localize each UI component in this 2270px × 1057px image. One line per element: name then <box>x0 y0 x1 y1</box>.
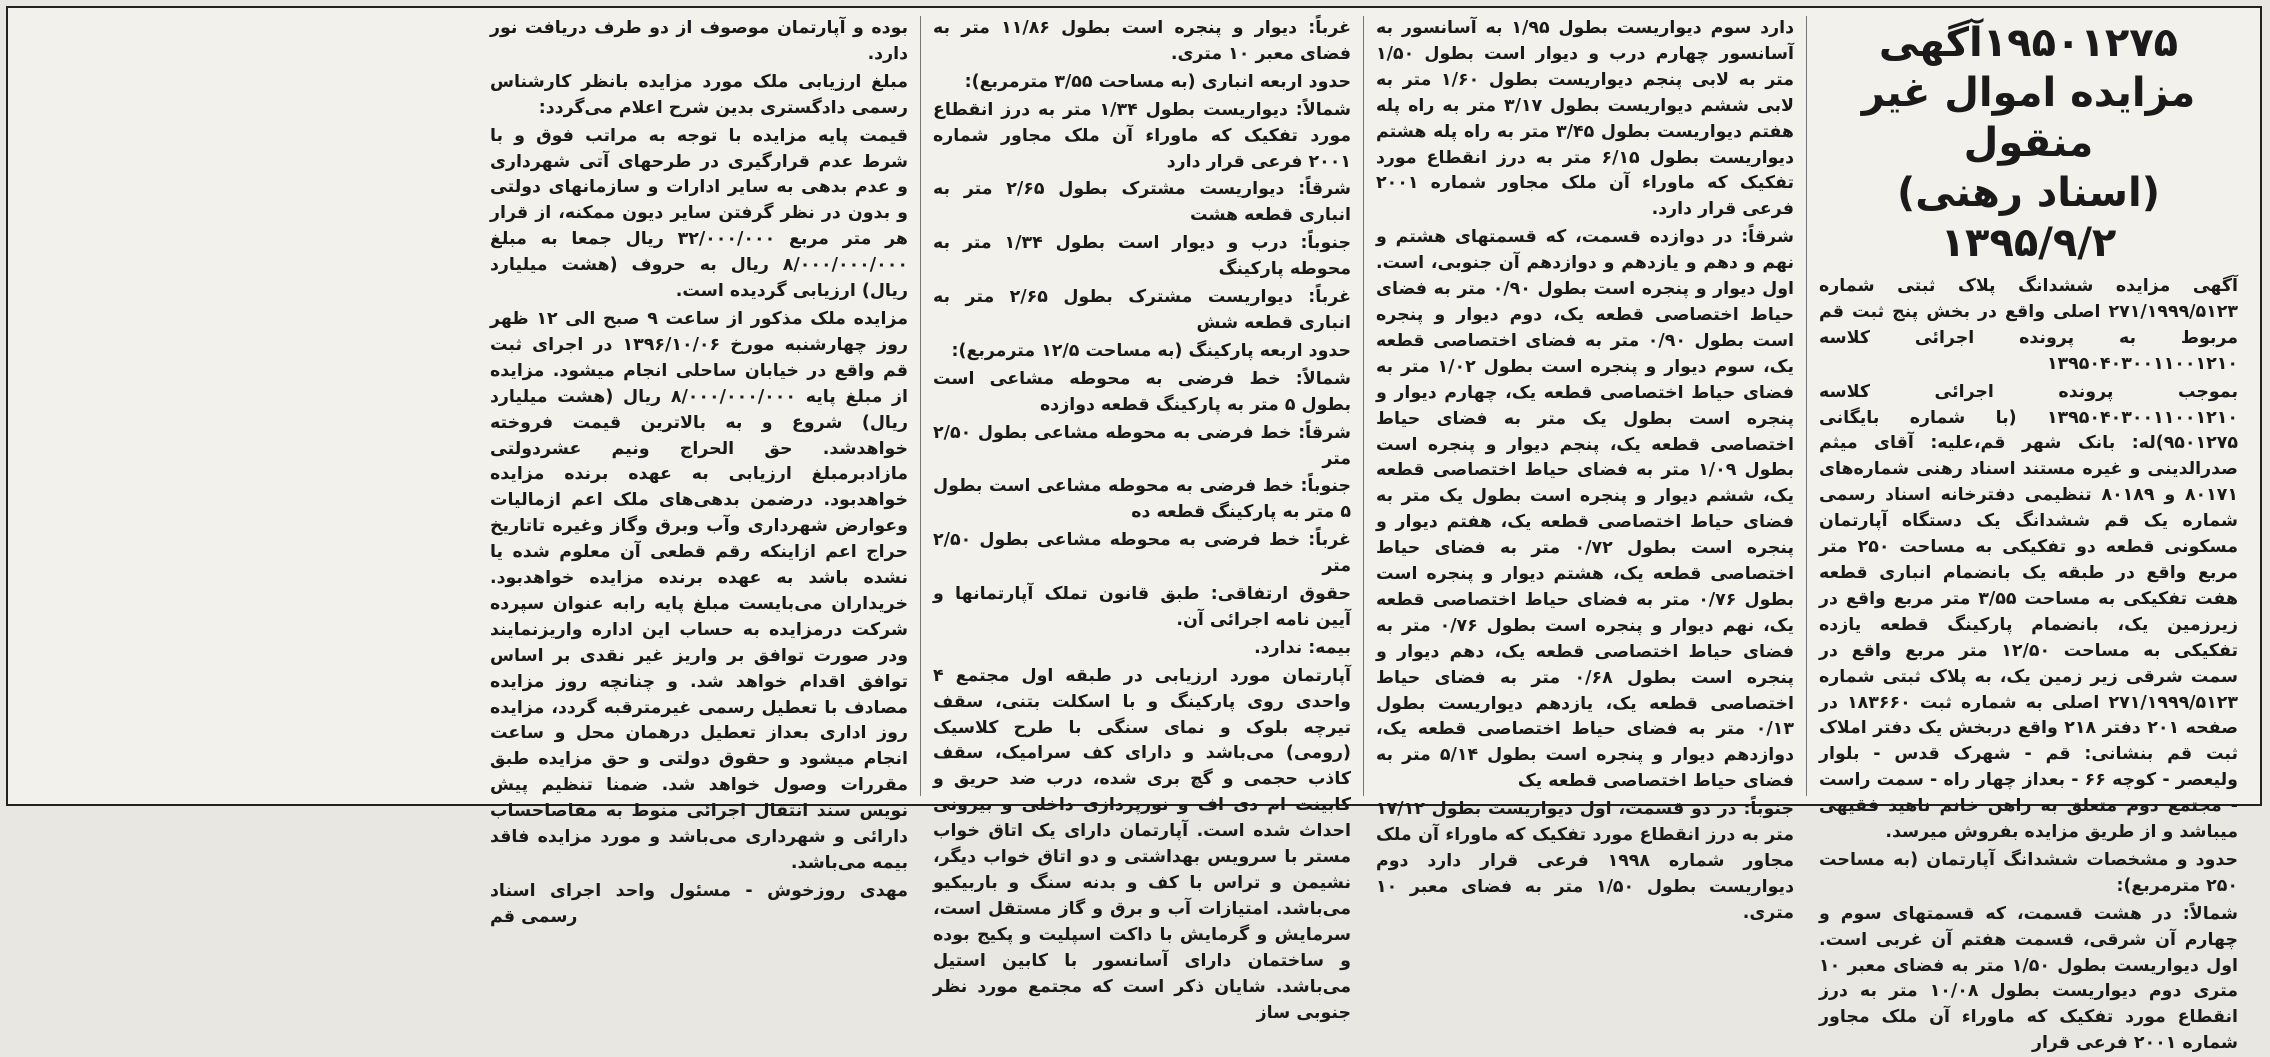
paragraph: شرقاً: خط فرضی به محوطه مشاعی بطول ۲/۵۰ متر <box>933 422 1351 469</box>
paragraph: شرقاً: در دوازده قسمت، که قسمتهای هشتم و نهم و دهم و یازدهم و دوازدهم آن جنوبی، است. اول دیوار و پنجره است بطول ۰/۹۰ متر به فضای حیاط اختصاصی قطعه یک، دوم دیوار و پنجره است بطول ۰/۹۰ متر به فضای اختصاصی قطعه یک، سوم دیوار و پنجره است بطول ۱/۰۲ متر به فضای حیاط اختصاصی قطعه یک، چهارم دیوار و پنجره است بطول یک متر به فضای حیاط اختصاصی قطعه یک، پنجم دیوار و پنجره است بطول ۱/۰۹ متر به فضای حیاط اختصاصی قطعه یک، ششم دیوار و پنجره است بطول یک متر به فضای حیاط اختصاصی قطعه یک، هفتم دیوار و پنجره است بطول ۰/۷۲ متر به فضای حیاط اختصاصی قطعه یک، هشتم دیوار و پنجره است بطول ۰/۷۶ متر به فضای حیاط اختصاصی قطعه یک، نهم دیوار و پنجره است بطول ۰/۷۶ متر به فضای حیاط اختصاصی قطعه یک، دهم دیوار و پنجره است بطول ۰/۶۸ متر به فضای حیاط اختصاصی قطعه یک، یازدهم دیواریست بطول ۰/۱۳ متر به فضای حیاط اختصاصی قطعه یک، دوازدهم دیوار و پنجره است بطول ۵/۱۴ متر به فضای حیاط اختصاصی قطعه یک <box>1376 227 1795 792</box>
paragraph: آگهی مزایده ششدانگ پلاک ثبتی شماره ۲۷۱/۱۹۹۹/۵۱۲۳ اصلی واقع در بخش پنج ثبت قم مربوط به پرونده اجرائی کلاسه ۱۳۹۵۰۴۰۳۰۰۱۱۰۰۱۲۱۰ <box>1819 276 2238 374</box>
title-line-2: (اسناد رهنی) ۱۳۹۵/۹/۲ <box>1897 170 2160 266</box>
paragraph: مزایده ملک مذکور از ساعت ۹ صبح الی ۱۲ ظهر روز چهارشنبه مورخ ۱۳۹۶/۱۰/۰۶ در اجرای ثبت قم واقع در خیابان ساحلی انجام میشود. مزایده از مبلغ پایه ۸/۰۰۰/۰۰۰/۰۰۰ ریال (هشت میلیارد ریال) شروع و به بالاترین قیمت فروخته خواهدشد. حق الحراج ونیم عشردولتی مازادبرمبلغ ارزیابی به عهده برنده مزایده خواهدبود. درضمن بدهی‌های ملک اعم ازمالیات وعوارض شهرداری وآب وبرق وگاز وغیره تاتاریخ حراج اعم ازاینکه رقم قطعی آن معلوم شده یا نشده باشد به عهده برنده مزایده خواهدبود. خریداران می‌بایست مبلغ پایه رابه عنوان سپرده شرکت درمزایده به حساب این اداره واریزنمایند ودر صورت توافق بر واریز غیر نقدی بر اساس توافق اقدام خواهد شد. و چنانچه روز مزایده مصادف با تعطیل رسمی غیرمترقبه گردد، مزایده روز اداری بعداز تعطیل درهمان محل و ساعت انجام میشود و حقوق دولتی و حق مزایده طبق مقررات وصول خواهد شد. ضمنا تنظیم پیش نویس سند انتقال اجرائی منوط به مفاصاحساب دارائی و شهرداری می‌باشد و مورد مزایده فاقد بیمه می‌باشد. <box>490 308 909 873</box>
paragraph: مبلغ ارزیابی ملک مورد مزایده بانظر کارشناس رسمی دادگستری بدین شرح اعلام می‌گردد: <box>490 71 908 118</box>
paragraph: غرباً: دیواریست مشترک بطول ۲/۶۵ متر به انباری قطعه شش <box>933 287 1352 333</box>
paragraph: جنوباً: درب و دیوار است بطول ۱/۳۴ متر به محوطه پارکینگ <box>933 233 1351 280</box>
paragraph: بوده و آپارتمان موصوف از دو طرف دریافت نور دارد. <box>490 18 908 64</box>
paragraph: بیمه: ندارد. <box>1254 637 1351 658</box>
paragraph: آپارتمان مورد ارزیابی در طبقه اول مجتمع ۴ واحدی روی پارکینگ و با اسکلت بتنی، سقف تیرچه بلوک و نمای سنگی با طرح کلاسیک (رومی) می‌باشد و دارای کف سرامیک، سقف کاذب حجمی و گچ بری شده، درب ضد حریق و کابینت ام دی اف و نورپردازی داخلی و بیرونی احداث شده است. آپارتمان دارای یک اتاق خواب مستر با سرویس بهداشتی و دو اتاق خواب دیگر، نشیمن و تراس با کف و بدنه سنگ و باربیکیو می‌باشد. امتیازات آب و برق و گاز مستقل است، سرمایش و گرمایش با داکت اسپلیت و پکیج بوده و ساختمان دارای آسانسور با کابین استیل می‌باشد. شایان ذکر است که مجتمع مورد نظر جنوبی ساز <box>933 665 1351 1023</box>
column-3 <box>921 16 1364 1023</box>
paragraph: بموجب پرونده اجرائی کلاسه ۱۳۹۵۰۴۰۳۰۰۱۱۰۰۱۲۱۰ (با شماره بایگانی ۹۵۰۱۲۷۵)له: بانک شهر قم،علیه: آقای میثم صدرالدینی و غیره مستند اسناد رهنی شماره‌های ۸۰۱۷۱ و ۸۰۱۸۹ تنظیمی دفترخانه اسناد رسمی شماره یک قم ششدانگ یک دستگاه آپارتمان مسکونی قطعه دو تفکیکی به مساحت ۲۵۰ متر مربع واقع در طبقه یک بانضمام انباری قطعه هفت تفکیکی به مساحت ۳/۵۵ متر مربع واقع در زیرزمین یک، بانضمام پارکینگ قطعه یازده تفکیکی به مساحت ۱۲/۵۰ متر مربع واقع در سمت شرقی زیر زمین یک، به پلاک ثبتی شماره ۲۷۱/۱۹۹۹/۵۱۲۳ اصلی به شماره ثبت ۱۸۳۶۶۰ در صفحه ۲۰۱ دفتر ۲۱۸ واقع دربخش یک دفتر املاک ثبت قم بنشانی: قم - شهرک قدس - بلوار ولیعصر - کوچه ۶۶ - بعداز چهار راه - سمت راست - مجتمع دوم متعلق به راهن خانم ناهید فقیهی میباشد و از طریق مزایده بفروش میرسد. <box>1819 381 2239 843</box>
paragraph: شمالاً: در هشت قسمت، که قسمتهای سوم و چهارم آن شرقی، قسمت هفتم آن غربی است. اول دیواریست بطول ۱/۵۰ متر به فضای معبر ۱۰ متری دوم دیواریست بطول ۱۰/۰۸ متر به درز انقطاع مورد تفکیک که ماوراء آن ملک مجاور شماره ۲۰۰۱ فرعی قرار <box>1819 903 2238 1054</box>
section-heading: حدود و مشخصات ششدانگ آپارتمان (به مساحت ۲۵۰ مترمربع): <box>1819 849 2238 896</box>
notice-columns <box>18 16 2250 1054</box>
paragraph: شمالاً: خط فرضی به محوطه مشاعی است بطول ۵ متر به پارکینگ قطعه دوازده <box>933 368 1351 415</box>
column-4 <box>478 16 921 927</box>
paragraph: شمالاً: دیواریست بطول ۱/۳۴ متر به درز انقطاع مورد تفکیک که ماوراء آن ملک مجاور شماره ۲۰۰۱ فرعی قرار دارد <box>933 99 1351 172</box>
paragraph: شرقاً: دیواریست مشترک بطول ۲/۶۵ متر به انباری قطعه هشت <box>933 179 1351 226</box>
section-heading: حدود اربعه انباری (به مساحت ۳/۵۵ مترمربع): <box>964 71 1351 92</box>
newspaper-notice <box>6 6 2262 1054</box>
paragraph: جنوباً: خط فرضی به محوطه مشاعی است بطول ۵ متر به پارکینگ قطعه ده <box>933 476 1351 523</box>
column-1 <box>1807 16 2250 1054</box>
paragraph: قیمت پایه مزایده با توجه به مراتب فوق و با شرط عدم قرارگیری در طرحهای آتی شهرداری و عدم بدهی به سایر ادارات و سازمانهای دولتی و بدون در نظر گرفتن سایر دیون ممکنه، از قرار هر متر مربع ۳۲/۰۰۰/۰۰۰ ریال جمعا به مبلغ ۸/۰۰۰/۰۰۰/۰۰۰ ریال به حروف (هشت میلیارد ریال) ارزیابی گردیده است. <box>490 125 908 302</box>
paragraph: جنوباً: در دو قسمت، اول دیواریست بطول ۱۷/۱۲ متر به درز انقطاع مورد تفکیک که ماوراء آن ملک مجاور شماره ۱۹۹۸ فرعی قرار دارد دوم دیواریست بطول ۱/۵۰ متر به فضای معبر ۱۰ متری. <box>1376 799 1794 923</box>
notice-title <box>1819 18 2238 268</box>
signature: مهدی روزخوش - مسئول واحد اجرای اسناد رسمی قم <box>490 880 908 927</box>
section-heading: حدود اربعه پارکینگ (به مساحت ۱۲/۵ مترمربع): <box>951 340 1351 361</box>
column-2 <box>1364 16 1807 923</box>
paragraph: غرباً: خط فرضی به محوطه مشاعی بطول ۲/۵۰ متر <box>933 530 1351 577</box>
paragraph: دارد سوم دیواریست بطول ۱/۹۵ به آسانسور به آسانسور چهارم درب و دیوار است بطول ۱/۵۰ متر به لابی پنجم دیواریست بطول ۱/۶۰ متر به لابی ششم دیواریست بطول ۳/۱۷ متر به راه پله هفتم دیواریست بطول ۳/۴۵ متر به راه پله هشتم دیواریست بطول ۶/۱۵ متر به درز انقطاع مورد تفکیک که ماوراء آن ملک مجاور شماره ۲۰۰۱ فرعی قرار دارد. <box>1376 18 1795 220</box>
title-line-1: ۱۹۵۰۱۲۷۵آگهی مزایده اموال غیر منقول <box>1861 20 2196 166</box>
paragraph: غرباً: دیوار و پنجره است بطول ۱۱/۸۶ متر به فضای معبر ۱۰ متری. <box>933 18 1351 64</box>
paragraph: حقوق ارتفاقی: طبق قانون تملک آپارتمانها و آیین نامه اجرائی آن. <box>933 584 1351 630</box>
